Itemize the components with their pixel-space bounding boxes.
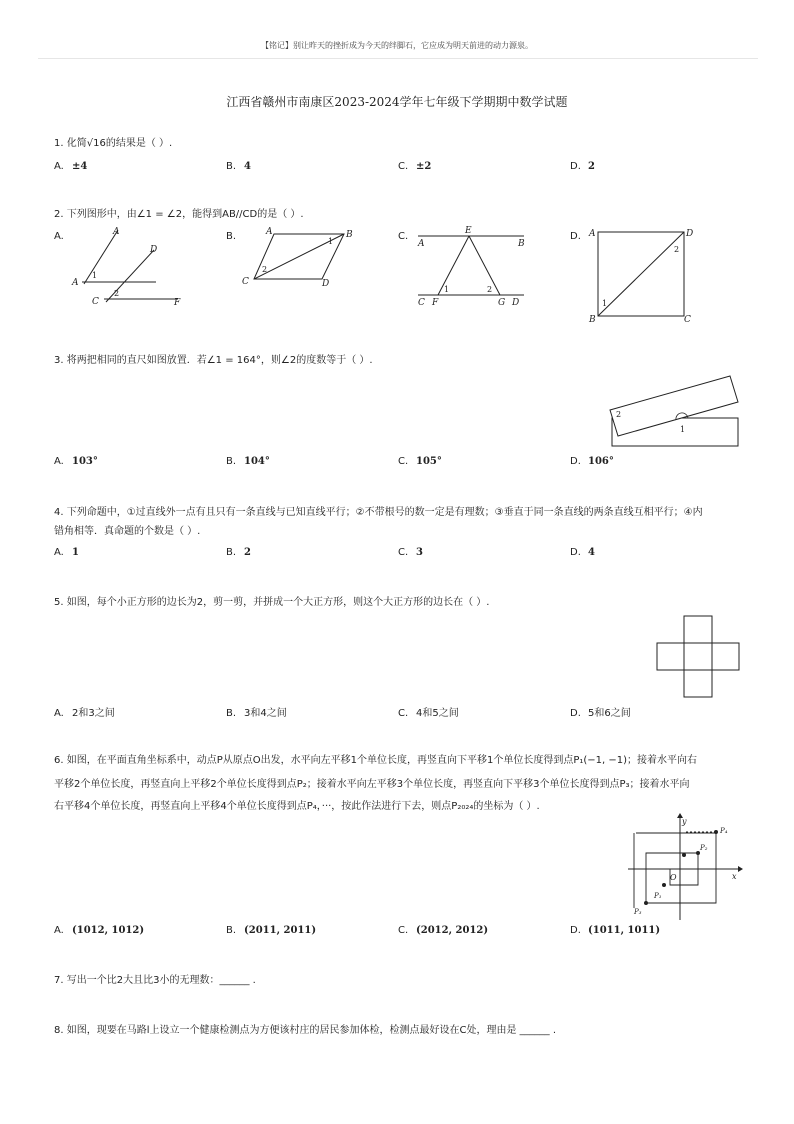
fig-d-angle-1: 1	[602, 299, 608, 308]
q5-option-d[interactable]: D. 5和6之间	[570, 708, 631, 719]
q3-option-a[interactable]: A. 103°	[54, 456, 98, 467]
q6-option-d[interactable]: D. (1011, 1011)	[570, 925, 661, 936]
q2-figure-b	[236, 222, 356, 294]
fig-c-label-g: G	[498, 298, 506, 308]
fig-b-angle-1: 1	[328, 237, 334, 246]
fig-c-angle-1: 1	[444, 285, 450, 294]
q4-option-c[interactable]: C. 3	[398, 547, 423, 558]
question-4-stem-line1: 4. 下列命题中，①过直线外一点有且只有一条直线与已知直线平行；②不带根号的数一定是有理数；③垂直于同一条直线的两条直线互相平行；④内	[54, 507, 703, 518]
fig-c-label-d: D	[512, 298, 520, 308]
motto-banner: 【铭记】别让昨天的挫折成为今天的绊脚石，它应成为明天前进的动力源泉。	[261, 41, 533, 50]
fig-b-label-c: C	[242, 277, 249, 287]
fig-d-label-b: B	[589, 315, 596, 324]
question-6-stem-line2: 平移2个单位长度，再竖直向上平移2个单位长度得到点P₂；接着水平向左平移3个单位长度，再竖直向下平移3个单位长度得到点P₃；接着水平向	[54, 779, 690, 790]
q2-option-d[interactable]: D.	[570, 231, 581, 242]
question-4-stem-line2: 错角相等．真命题的个数是（ ）.	[54, 526, 201, 537]
fig-d-label-c: C	[684, 315, 691, 324]
fig-b-label-b: B	[346, 230, 353, 240]
q4-option-d[interactable]: D. 4	[570, 547, 595, 558]
question-1-stem: 1. 化简√16的结果是（ ）.	[54, 138, 173, 149]
q6-option-b[interactable]: B. (2011, 2011)	[226, 925, 317, 936]
q4-option-a[interactable]: A. 1	[54, 547, 79, 558]
fig-c-label-a: A	[418, 239, 425, 249]
fig-a-angle-1: 1	[92, 271, 98, 280]
fig-a-label-b: A	[113, 227, 120, 237]
q3-rulers-figure	[600, 372, 750, 450]
fig-d-label-d: D	[686, 229, 694, 239]
q6-point-p2: P₂	[700, 844, 708, 852]
fig-a-label-d: D	[150, 245, 158, 255]
fig-c-label-b: B	[518, 239, 525, 249]
q6-coordinate-figure	[624, 812, 744, 922]
fig-a-label-f: F	[174, 298, 181, 308]
q6-option-a[interactable]: A. (1012, 1012)	[54, 925, 145, 936]
fig-c-label-c: C	[418, 298, 425, 308]
q6-point-p4: P₄	[720, 827, 728, 835]
q1-option-a[interactable]: A. ±4	[54, 161, 88, 172]
fig-c-label-f: F	[432, 298, 439, 308]
question-6-stem-line1: 6. 如图，在平面直角坐标系中，动点P从原点O出发，水平向左平移1个单位长度，再竖直向下平移1个单位长度得到点P₁(−1, −1)；接着水平向右	[54, 755, 698, 766]
fig-a-angle-2: 2	[114, 289, 120, 298]
fig-d-label-a: A	[589, 229, 596, 239]
header-divider	[38, 58, 758, 59]
q2-figure-c	[410, 224, 540, 308]
q5-cross-squares-figure	[654, 614, 742, 700]
q2-option-c[interactable]: C.	[398, 231, 409, 242]
q5-option-a[interactable]: A. 2和3之间	[54, 708, 115, 719]
page-title: 江西省赣州市南康区2023-2024学年七年级下学期期中数学试题	[226, 95, 568, 109]
q2-figure-d	[586, 224, 702, 324]
q1-option-c[interactable]: C. ±2	[398, 161, 432, 172]
fig-b-label-d: D	[322, 279, 330, 289]
fig-b-label-a: A	[266, 227, 273, 237]
fig-a-label-c: C	[92, 297, 99, 307]
q3-option-d[interactable]: D. 106°	[570, 456, 614, 467]
q2-figure-a	[66, 222, 192, 312]
q3-angle-1: 1	[680, 425, 686, 434]
q1-option-b[interactable]: B. 4	[226, 161, 251, 172]
q6-point-p1: P₁	[654, 892, 662, 900]
fig-a-label-a: A	[72, 278, 79, 288]
q5-option-b[interactable]: B. 3和4之间	[226, 708, 287, 719]
fig-b-angle-2: 2	[262, 265, 268, 274]
q6-option-c[interactable]: C. (2012, 2012)	[398, 925, 489, 936]
question-8-stem: 8. 如图，现要在马路l上设立一个健康检测点为方便该村庄的居民参加体检，检测点最好设在C处，理由是 ______ .	[54, 1025, 557, 1036]
question-2-stem: 2. 下列图形中，由∠1 = ∠2，能得到AB//CD的是（ ）.	[54, 209, 304, 220]
fig-c-angle-2: 2	[487, 285, 493, 294]
q2-option-b[interactable]: B.	[226, 231, 237, 242]
fig-d-angle-2: 2	[674, 245, 680, 254]
question-5-stem: 5. 如图，每个小正方形的边长为2，剪一剪，并拼成一个大正方形，则这个大正方形的边长在（ ）.	[54, 597, 490, 608]
fig-c-label-e: E	[465, 226, 472, 236]
question-3-stem: 3. 将两把相同的直尺如图放置．若∠1 = 164°，则∠2的度数等于（ ）.	[54, 355, 373, 366]
question-7-stem: 7. 写出一个比2大且比3小的无理数：______ .	[54, 975, 256, 986]
q6-axis-x: x	[732, 872, 737, 881]
q5-option-c[interactable]: C. 4和5之间	[398, 708, 459, 719]
q4-option-b[interactable]: B. 2	[226, 547, 251, 558]
q3-angle-2: 2	[616, 410, 622, 419]
q3-option-c[interactable]: C. 105°	[398, 456, 442, 467]
q6-axis-y: y	[682, 817, 687, 826]
q3-option-b[interactable]: B. 104°	[226, 456, 270, 467]
question-6-stem-line3: 右平移4个单位长度，再竖直向上平移4个单位长度得到点P₄，···，按此作法进行下去，则点P₂₀₂₄的坐标为（ ）.	[54, 801, 540, 812]
q6-point-p3: P₃	[634, 908, 642, 916]
q6-origin-o: O	[670, 873, 677, 882]
q2-option-a[interactable]: A.	[54, 231, 64, 242]
q1-option-d[interactable]: D. 2	[570, 161, 595, 172]
